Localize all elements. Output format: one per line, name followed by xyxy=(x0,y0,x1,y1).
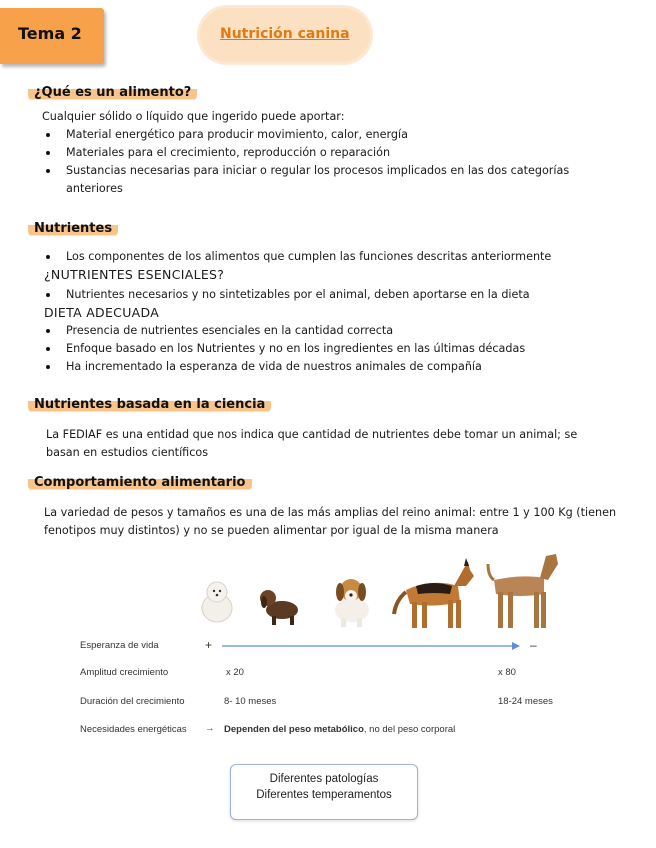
list-item: Sustancias necesarias para iniciar o regular los procesos implicados en las dos categorías xyxy=(38,162,618,180)
list-item: Enfoque basado en los Nutrientes y no en los ingredientes en las últimas décadas xyxy=(38,340,628,358)
heading-alimento: ¿Qué es un alimento? xyxy=(28,84,197,101)
nutrientes-list-2 xyxy=(38,286,628,304)
list-item: Materiales para el crecimiento, reproducción o reparación xyxy=(38,144,618,162)
row-label-necesidades: Necesidades energéticas xyxy=(80,724,187,735)
necesidades-bold: Dependen del peso metabólico xyxy=(224,724,364,735)
tema-label: Tema 2 xyxy=(18,24,82,43)
duracion-large: 18-24 meses xyxy=(498,696,553,707)
list-item: Ha incrementado la esperanza de vida de nuestros animales de compañía xyxy=(38,358,628,376)
heading-nutrientes: Nutrientes xyxy=(28,220,118,237)
esperanza-arrow xyxy=(222,641,522,651)
esenciales-title: ¿NUTRIENTES ESENCIALES? xyxy=(44,267,225,282)
duracion-small: 8- 10 meses xyxy=(224,696,277,707)
amplitud-large: x 80 xyxy=(498,667,516,678)
alimento-continuation: anteriores xyxy=(66,182,123,195)
dieta-list xyxy=(38,322,628,376)
alimento-intro: Cualquier sólido o líquido que ingerido puede aportar: xyxy=(42,110,345,123)
comportamiento-line2: fenotipos muy distintos) y no se pueden alimentar por igual de la misma manera xyxy=(44,524,499,537)
list-item: Nutrientes necesarios y no sintetizables por el animal, deben aportarse en la dieta xyxy=(38,286,628,304)
alimento-list xyxy=(38,126,618,180)
ciencia-line1: La FEDIAF es una entidad que nos indica que cantidad de nutrientes debe tomar un animal; se xyxy=(46,428,578,441)
differences-line2: Diferentes temperamentos xyxy=(256,789,392,801)
list-item: Presencia de nutrientes esenciales en la cantidad correcta xyxy=(38,322,628,340)
esperanza-minus: – xyxy=(530,638,537,652)
heading-ciencia: Nutrientes basada en la ciencia xyxy=(28,396,271,413)
heading-comportamiento: Comportamiento alimentario xyxy=(28,474,252,491)
great-dane-icon xyxy=(486,548,560,630)
row-label-esperanza: Esperanza de vida xyxy=(80,640,159,651)
amplitud-small: x 20 xyxy=(226,667,244,678)
necesidades-arrow-icon: → xyxy=(205,723,215,734)
ciencia-line2: basan en estudios científicos xyxy=(46,446,209,459)
necesidades-text xyxy=(224,724,455,735)
list-item: Los componentes de los alimentos que cumplen las funciones descritas anteriormente xyxy=(38,248,628,266)
row-label-duracion: Duración del crecimiento xyxy=(80,696,185,707)
nutrientes-list-1 xyxy=(38,248,628,266)
dieta-title: DIETA ADECUADA xyxy=(44,305,160,320)
german-shepherd-icon xyxy=(392,556,478,630)
row-label-amplitud: Amplitud crecimiento xyxy=(80,667,169,678)
necesidades-rest: , no del peso corporal xyxy=(363,724,456,735)
comportamiento-line1: La variedad de pesos y tamaños es una de las más amplias del reino animal: entre 1 y 100 Kg (tienen xyxy=(44,506,617,519)
page-title: Nutrición canina xyxy=(220,26,350,42)
beagle-icon xyxy=(326,570,376,628)
small-white-dog-icon xyxy=(196,578,238,626)
differences-box xyxy=(230,764,418,820)
dachshund-icon xyxy=(254,578,304,626)
list-item: Material energético para producir movimiento, calor, energía xyxy=(38,126,618,144)
esperanza-plus: + xyxy=(205,638,213,652)
differences-line1: Diferentes patologías xyxy=(269,773,379,785)
